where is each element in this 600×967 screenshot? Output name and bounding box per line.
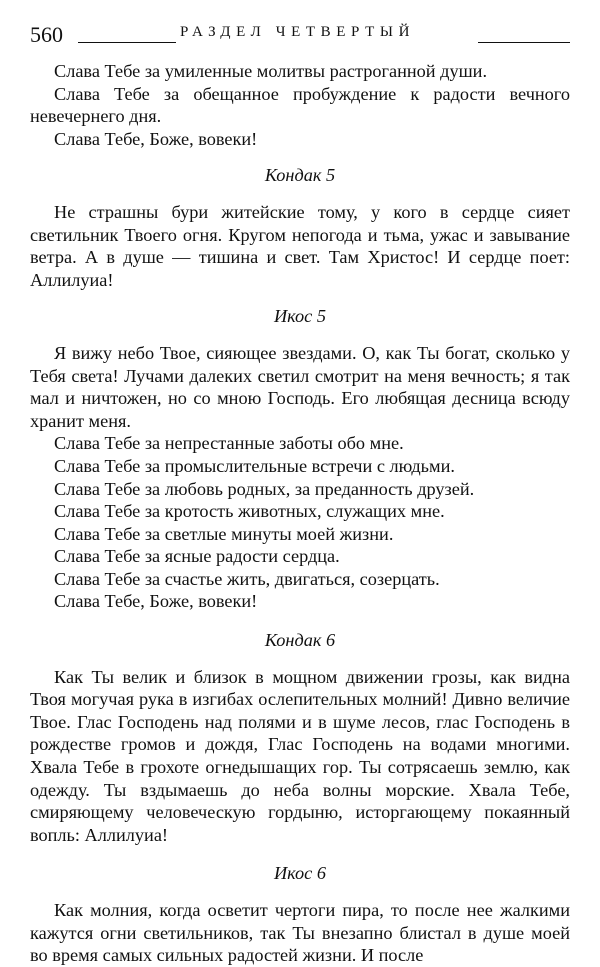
ikos5-paragraph: Слава Тебе за любовь родных, за преданность друзей. xyxy=(54,478,475,499)
ikos5-paragraph: Я вижу небо Твое, сияющее звездами. О, как Ты богат, сколько у Тебя света! Лучами далеких светил смотрит на меня вечность; я так мал и ничтожен, но со мною Господь. Его любящая десница всюду хранит меня. xyxy=(30,342,570,431)
ikos6-block xyxy=(30,899,570,967)
intro-line: Слава Тебе, Боже, вовеки! xyxy=(54,128,258,149)
intro-block xyxy=(30,60,570,150)
kondak5-block xyxy=(30,201,570,291)
header-rule-left xyxy=(78,42,176,43)
ikos5-paragraph: Слава Тебе, Боже, вовеки! xyxy=(54,591,258,612)
header-rule-right xyxy=(478,42,570,43)
page-content xyxy=(30,60,570,967)
ikos6-text: Как молния, когда осветит чертоги пира, то после нее жалкими кажутся огни светильников, так Ты внезапно блистал в душе моей во время самых сильных радостей жизни. И после xyxy=(30,900,570,966)
section-title: РАЗДЕЛ ЧЕТВЕРТЫЙ xyxy=(180,24,416,40)
running-header xyxy=(30,20,570,50)
kondak6-heading: Кондак 6 xyxy=(264,630,336,651)
ikos5-block xyxy=(30,342,570,613)
ikos6-heading: Икос 6 xyxy=(273,863,327,884)
ikos5-paragraph: Слава Тебе за ясные радости сердца. xyxy=(54,546,340,567)
ikos5-paragraph: Слава Тебе за кротость животных, служащих мне. xyxy=(54,501,445,522)
page-number: 560 xyxy=(30,22,63,47)
ikos5-paragraph: Слава Тебе за светлые минуты моей жизни. xyxy=(54,523,394,544)
ikos5-paragraph: Слава Тебе за непрестанные заботы обо мне. xyxy=(54,433,404,454)
kondak5-text: Не страшны бури житейские тому, у кого в сердце сияет светильник Твоего огня. Кругом непогода и тьма, ужас и завывание ветра. А в душе — тишина и свет. Там Христос! И сердце поет: Аллилуиа! xyxy=(30,201,570,290)
kondak5-heading: Кондак 5 xyxy=(264,165,336,186)
ikos5-paragraph: Слава Тебе за счастье жить, двигаться, созерцать. xyxy=(54,568,440,589)
ikos5-paragraph: Слава Тебе за промыслительные встречи с людьми. xyxy=(54,455,455,476)
ikos5-heading: Икос 5 xyxy=(273,306,327,327)
kondak6-text: Как Ты велик и близок в мощном движении грозы, как видна Твоя могучая рука в изгибах ослепительных молний! Дивно величие Твое. Глас Господень над полями и в шуме лесов, глас Господень в рождестве громов и дождя, Глас Господень на водами многими. Хвала Тебе в грохоте огнедышащих гор. Ты сотрясаешь землю, как одежду. Ты вздымаешь до неба волны морские. Хвала Тебе, смиряющему человеческую гордыню, исторгающему покаянный вопль: Аллилуиа! xyxy=(30,666,570,845)
intro-line: Слава Тебе за обещанное пробуждение к радости вечного невечернего дня. xyxy=(30,83,570,127)
intro-line: Слава Тебе за умиленные молитвы растроганной души. xyxy=(54,61,488,81)
kondak6-block xyxy=(30,666,570,847)
